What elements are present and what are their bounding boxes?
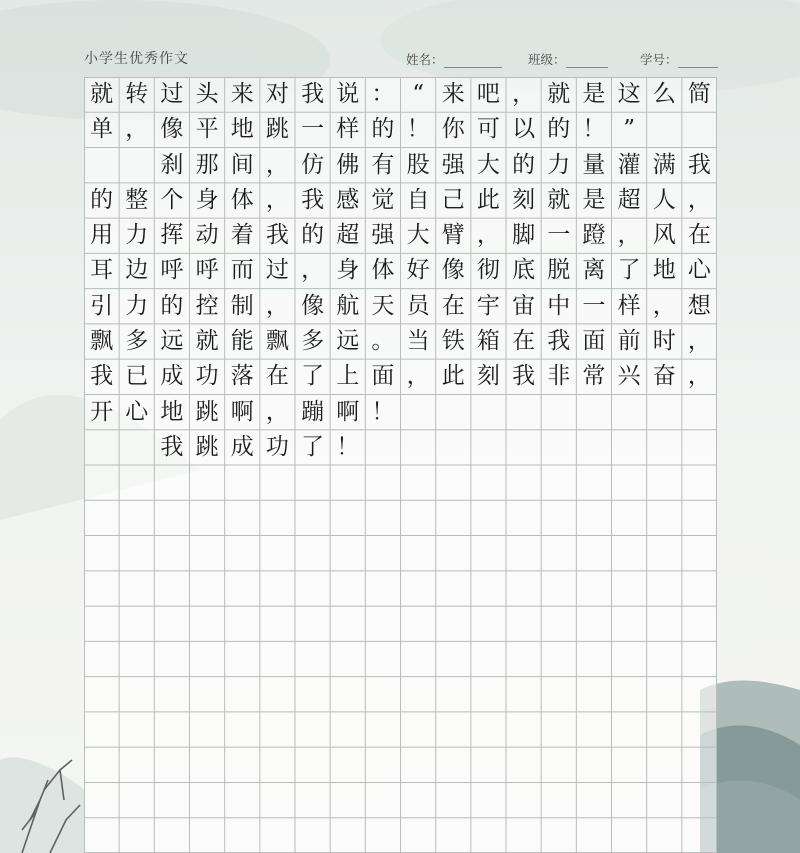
grid-character: 股 [406,151,430,178]
grid-character: 已 [125,363,149,390]
grid-character: ， [265,398,289,425]
grid-character: 挥 [160,222,184,249]
grid-character: 功 [265,433,289,460]
grid-character: 以 [512,116,536,143]
grid-character: 佛 [336,151,360,178]
grid-character: 就 [195,328,219,355]
grid-character: ！ [406,116,430,143]
grid-character: 了 [617,257,641,284]
grid-character: 你 [441,116,465,143]
grid-character: 开 [90,398,114,425]
grid-character: ， [687,186,711,213]
grid-character: 可 [476,116,500,143]
grid-character: ， [687,328,711,355]
grid-character: 制 [230,292,254,319]
grid-character: 大 [476,151,500,178]
grid-character: 在 [441,292,465,319]
grid-character: 仿 [301,151,325,178]
grid-character: 这 [617,81,641,108]
grid-character: 的 [90,186,114,213]
grid-character: 面 [582,328,606,355]
grid-character: 耳 [90,257,114,284]
grid-character: 的 [301,222,325,249]
grid-character: 体 [230,186,254,213]
grid-character: 此 [441,363,465,390]
grid-character: 体 [371,257,395,284]
grid-character: 宇 [476,292,500,319]
page-title: 小学生优秀作文 [84,51,189,67]
grid-character: 觉 [371,186,395,213]
grid-character: 在 [687,222,711,249]
grid-character: 么 [652,81,676,108]
grid-character: 灌 [617,151,641,178]
grid-character: 成 [230,433,254,460]
grid-character: 员 [406,292,430,319]
grid-character: 时 [652,328,676,355]
grid-character: 彻 [476,257,500,284]
grid-character: 航 [336,292,360,319]
name-field[interactable] [406,50,502,68]
grid-character: 引 [90,292,114,319]
grid-character: 来 [230,81,254,108]
grid-character: 啊 [230,398,254,425]
grid-character: 大 [406,222,430,249]
grid-character: 呼 [160,257,184,284]
grid-character: 飘 [265,328,289,355]
grid-character: 的 [371,116,395,143]
grid-character: 好 [406,257,430,284]
grid-character: ， [125,116,149,143]
grid-character: 奋 [652,363,676,390]
grid-character: 能 [230,328,254,355]
grid-character: ， [687,363,711,390]
grid-character: 像 [441,257,465,284]
grid-character: 我 [160,433,184,460]
grid-character: 己 [441,186,465,213]
grid-character: ， [652,292,676,319]
grid-character: 就 [90,81,114,108]
name-label: 姓名： [406,52,444,67]
grid-character: 了 [301,433,325,460]
grid-character: 啊 [336,398,360,425]
grid-character: 箱 [476,328,500,355]
grid-character: 天 [371,292,395,319]
grid-character: 对 [265,81,289,108]
grid-character: 蹬 [582,222,606,249]
grid-character: 底 [512,257,536,284]
grid-character: 臂 [441,222,465,249]
grid-character: 远 [336,328,360,355]
writing-grid [84,77,717,853]
grid-character: 一 [582,292,606,319]
grid-character: 刻 [476,363,500,390]
grid-character: 的 [547,116,571,143]
grid-character: 力 [125,222,149,249]
grid-character: 刹 [160,151,184,178]
grid-character: 像 [160,116,184,143]
grid-character: “ [412,81,424,108]
grid-character: 前 [617,328,641,355]
worksheet-header [84,44,724,72]
grid-character: 身 [195,186,219,213]
grid-character: 铁 [441,328,465,355]
grid-character: 说 [336,81,360,108]
grid-character: ： [371,81,395,108]
grid-character: 在 [512,328,536,355]
student-number-field[interactable] [640,50,718,68]
grid-character: ， [476,222,500,249]
grid-character: 力 [125,292,149,319]
grid-character: 蹦 [301,398,325,425]
grid-character: 人 [652,186,676,213]
class-field[interactable] [528,50,608,68]
grid-character: 跳 [265,116,289,143]
grid-character: 成 [160,363,184,390]
grid-character: 单 [90,116,114,143]
grid-character: 一 [301,116,325,143]
grid-character: 我 [90,363,114,390]
class-label: 班级： [528,52,566,67]
grid-character: 当 [406,328,430,355]
grid-character: 吧 [476,81,500,108]
grid-character: 边 [125,257,149,284]
grid-character: 强 [371,222,395,249]
grid-character: 是 [582,186,606,213]
grid-character: 就 [547,81,571,108]
grid-character: ！ [336,433,360,460]
grid-character: ， [512,81,536,108]
grid-character: 我 [547,328,571,355]
grid-character: 整 [125,186,149,213]
grid-character: 来 [441,81,465,108]
grid-character: 想 [687,292,711,319]
grid-character: ” [623,116,635,143]
grid-character: 脚 [512,222,536,249]
grid-character: 面 [371,363,395,390]
grid-character: ， [265,292,289,319]
grid-character: ， [406,363,430,390]
grid-character: 平 [195,116,219,143]
student-number-blank[interactable] [678,53,718,68]
grid-character: 我 [301,186,325,213]
grid-character: ！ [582,116,606,143]
grid-character: 呼 [195,257,219,284]
grid-character: 自 [406,186,430,213]
grid-character: 跳 [195,433,219,460]
grid-character: 心 [687,257,711,284]
grid-character: 转 [125,81,149,108]
grid-character: 那 [195,151,219,178]
grid-character: 常 [582,363,606,390]
grid-character: 用 [90,222,114,249]
class-blank[interactable] [566,53,608,68]
grid-character: 地 [160,398,184,425]
grid-character: 非 [547,363,571,390]
grid-character: 。 [371,328,395,355]
grid-character: 超 [336,222,360,249]
student-number-label: 学号： [640,52,678,67]
grid-character: 过 [265,257,289,284]
grid-character: 是 [582,81,606,108]
grid-character: 宙 [512,292,536,319]
grid-character: ！ [371,398,395,425]
grid-character: 多 [125,328,149,355]
grid-character: 在 [265,363,289,390]
grid-character: 脱 [547,257,571,284]
grid-character: 地 [230,116,254,143]
grid-character: 多 [301,328,325,355]
grid-character: 兴 [617,363,641,390]
grid-character: 我 [301,81,325,108]
grid-character: 的 [512,151,536,178]
grid-character: 超 [617,186,641,213]
grid-character: 我 [512,363,536,390]
grid-character: 刻 [512,186,536,213]
grid-character: 中 [547,292,571,319]
grid-character: 感 [336,186,360,213]
grid-character: 身 [336,257,360,284]
grid-character: 的 [160,292,184,319]
grid-character: 简 [687,81,711,108]
grid-character: ， [265,186,289,213]
grid-character: 就 [547,186,571,213]
grid-character: 我 [687,151,711,178]
name-blank[interactable] [444,53,502,68]
grid-character: 落 [230,363,254,390]
grid-character: 飘 [90,328,114,355]
grid-character: 样 [336,116,360,143]
grid-character: 间 [230,151,254,178]
grid-character: 动 [195,222,219,249]
grid-character: 我 [265,222,289,249]
grid-character: ， [617,222,641,249]
grid-character: 着 [230,222,254,249]
grid-character: 心 [125,398,149,425]
grid-character: 一 [547,222,571,249]
grid-character: ， [265,151,289,178]
grid-character: 力 [547,151,571,178]
grid-character: 控 [195,292,219,319]
grid-character: 地 [652,257,676,284]
grid-character: 头 [195,81,219,108]
grid-character: 上 [336,363,360,390]
grid-character: 量 [582,151,606,178]
grid-character: 样 [617,292,641,319]
grid-character: 而 [230,257,254,284]
grid-character: 此 [476,186,500,213]
grid-character: 了 [301,363,325,390]
grid-character: 跳 [195,398,219,425]
grid-character: 有 [371,151,395,178]
grid-character: 个 [160,186,184,213]
grid-character: 像 [301,292,325,319]
grid-character: 功 [195,363,219,390]
grid-character: ， [301,257,325,284]
grid-character: 离 [582,257,606,284]
grid-character: 风 [652,222,676,249]
grid-character: 满 [652,151,676,178]
grid-character: 过 [160,81,184,108]
grid-character: 强 [441,151,465,178]
grid-character: 远 [160,328,184,355]
